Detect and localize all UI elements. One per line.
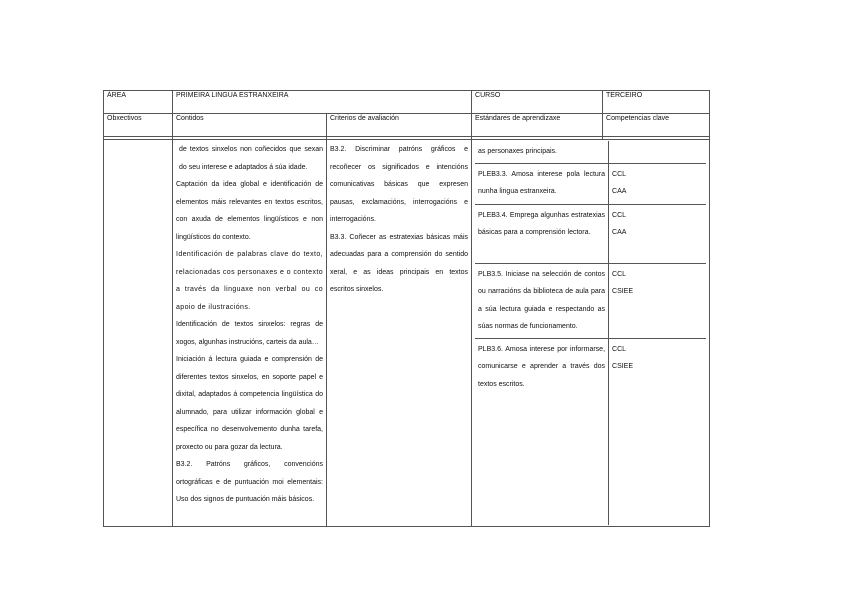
competence-code: CCL xyxy=(612,345,627,353)
contents-paragraph: Identificación de textos sinxelos: regras de xogos, algunhas instrucións, carteis da aula… xyxy=(176,321,323,346)
competence-code: CAA xyxy=(612,188,627,195)
standard-row xyxy=(475,338,706,525)
contents-paragraph: Identificación de palabras clave do texto, relacionadas cos personaxes e o contexto a través da linguaxe non verbal ou co apoio de ilustracións. xyxy=(176,251,323,311)
competence-code: CAA xyxy=(612,229,627,236)
standard-text: PLEB3.4. Emprega algunhas estratexias básicas para a comprensión lectora. xyxy=(475,204,609,263)
contents-paragraph: B3.2. Patróns gráficos, convencións ortográficas e de puntuación moi elementais: Uso dos signos de puntuación máis básicos. xyxy=(176,461,323,503)
criteria-cell xyxy=(327,140,472,527)
competence-code: CSIEE xyxy=(612,288,634,295)
standard-text: PLB3.5. Iniciase na selección de contos ou narracións da biblioteca de aula para a súa lectura guiada e respectando as súas normas de funcionamento. xyxy=(475,263,609,338)
area-value: PRIMEIRA LINGUA ESTRANXEIRA xyxy=(173,91,472,114)
standards-table xyxy=(475,141,706,525)
contents-cell xyxy=(173,140,327,527)
criteria-paragraph: B3.2. Discriminar patróns gráficos e recoñecer os significados e intencións comunicativas básicas que expresen pausas, exclamacións, interrogacións e interrogacións. xyxy=(330,146,469,223)
criteria-paragraph: B3.3. Coñecer as estratexias básicas máis adecuadas para a comprensión do sentido xeral, e as ideas principais en textos escritos sinxelos. xyxy=(330,233,469,293)
competence-code: CCL xyxy=(612,211,627,219)
standard-text: PLB3.6. Amosa interese por informarse, comunicarse e aprender a través dos textos escritos. xyxy=(475,338,609,525)
objectives-cell xyxy=(104,140,173,527)
area-label: ÁREA xyxy=(104,91,173,114)
curriculum-table xyxy=(103,90,710,527)
competence-cell xyxy=(609,204,707,263)
standard-row xyxy=(475,141,706,163)
course-label: CURSO xyxy=(472,91,603,114)
competence-cell xyxy=(609,141,707,163)
competences-header: Competencias clave xyxy=(603,114,710,137)
competence-code: CSIEE xyxy=(612,363,634,370)
competence-code: CCL xyxy=(612,270,627,278)
contents-paragraph: de textos sinxelos non coñecidos que sexan do seu interese e adaptados á súa idade. xyxy=(179,146,323,171)
competence-cell xyxy=(609,163,707,204)
contents-header: Contidos xyxy=(173,114,327,137)
standard-text: as personaxes principais. xyxy=(475,141,609,163)
competence-cell xyxy=(609,338,707,525)
column-header-row xyxy=(104,114,710,137)
content-row xyxy=(104,140,710,527)
standards-header: Estándares de aprendizaxe xyxy=(472,114,603,137)
standard-row xyxy=(475,163,706,204)
competence-code: CCL xyxy=(612,170,627,178)
standard-text: PLEB3.3. Amosa interese pola lectura nunha lingua estranxeira. xyxy=(475,163,609,204)
contents-paragraph: Iniciación á lectura guiada e comprensión de diferentes textos sinxelos, en soporte papel e dixital, adaptados á competencia lingüística do alumnado, para utilizar información global e específica no desenvolvemento dunha tarefa, proxecto ou para gozar da lectura. xyxy=(176,356,323,451)
competence-cell xyxy=(609,263,707,338)
standard-row xyxy=(475,204,706,263)
standard-row xyxy=(475,263,706,338)
course-value: TERCEIRO xyxy=(603,91,710,114)
header-row xyxy=(104,91,710,114)
criteria-header: Criterios de avaliación xyxy=(327,114,472,137)
contents-paragraph: Captación da idea global e identificación de elementos máis relevantes en textos escritos, con axuda de elementos lingüísticos e non lingüísticos do contexto. xyxy=(176,181,323,241)
standards-competences-cell xyxy=(472,140,710,527)
objectives-header: Obxectivos xyxy=(104,114,173,137)
